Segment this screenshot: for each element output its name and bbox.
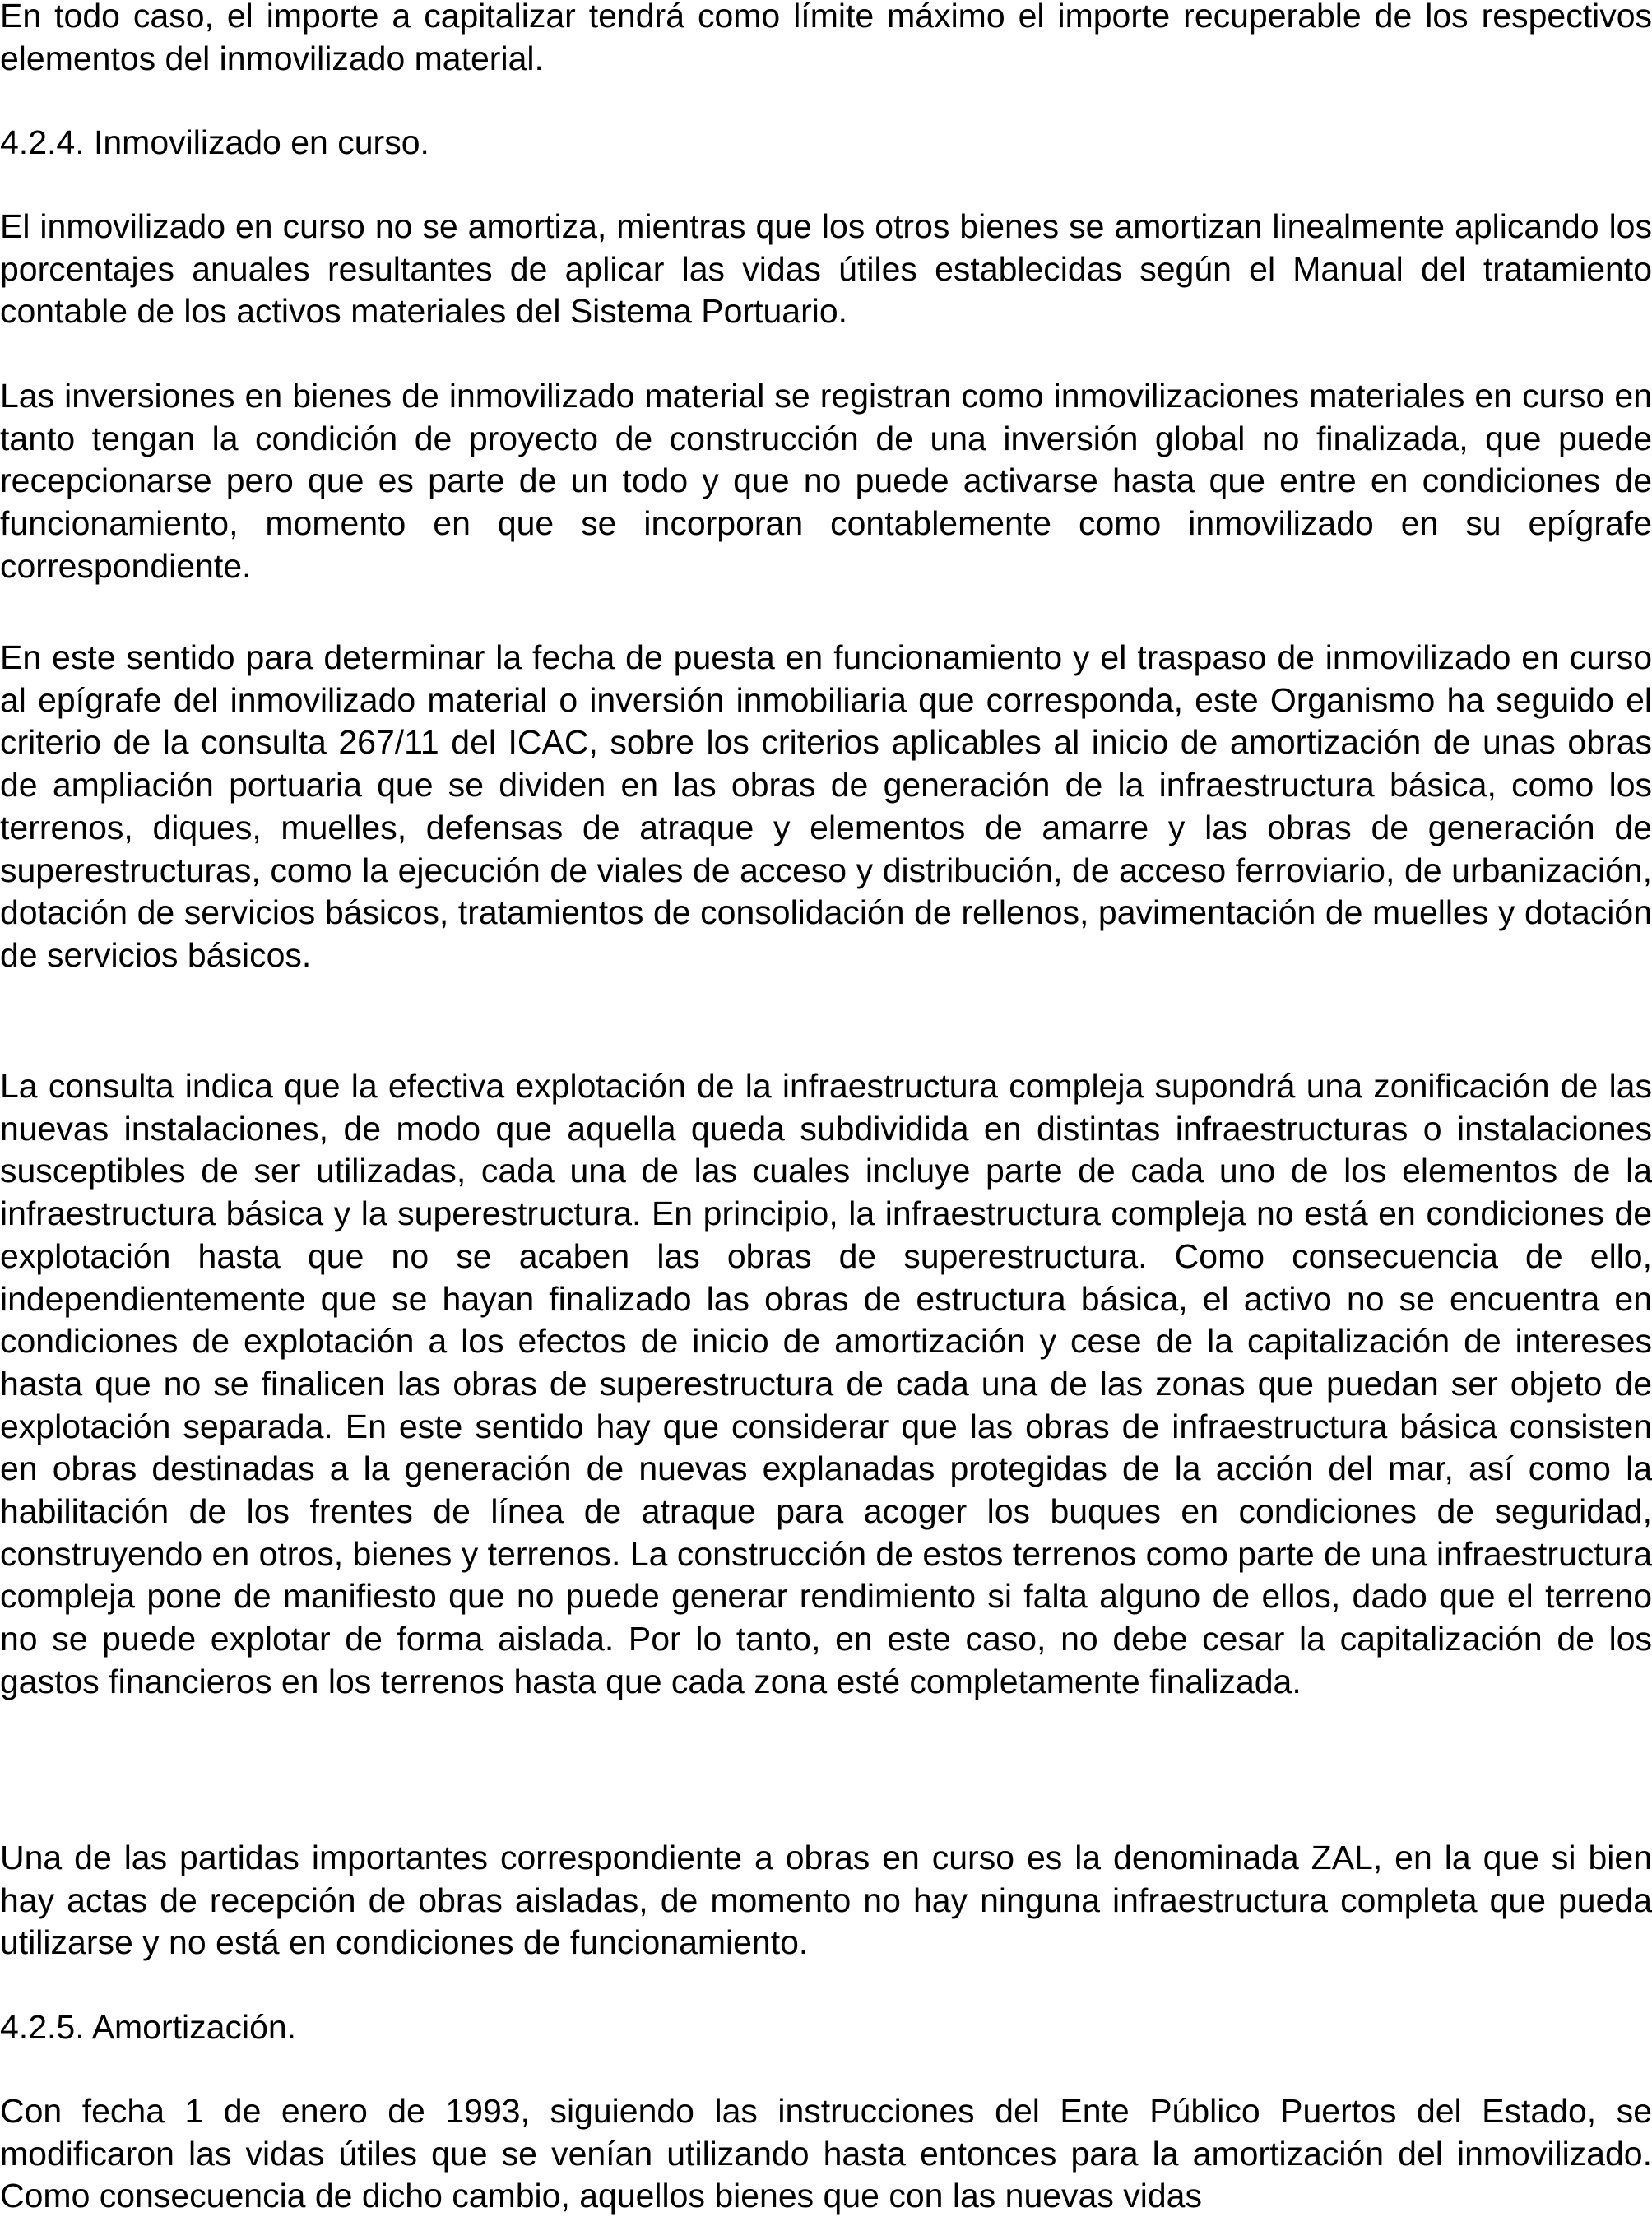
- paragraph-construction-in-progress: Las inversiones en bienes de inmovilizado material se registran como inmovilizaciones materiales en curso en tanto tengan la condición de proyecto de construcción de una inversión global no finalizada, que puede recepcionarse pero que es parte de un todo y que no puede activarse hasta que entre en condiciones de funcionamiento, momento en que se incorporan contablemente como inmovilizado en su epígrafe correspondiente.: [0, 377, 1652, 585]
- section-heading-inmovilizado-en-curso: 4.2.4. Inmovilizado en curso.: [0, 123, 429, 161]
- paragraph-capitalization-limit: En todo caso, el importe a capitalizar tendrá como límite máximo el importe recuperable de los respectivos elementos del inmovilizado material.: [0, 0, 1652, 77]
- paragraph-complex-infrastructure: La consulta indica que la efectiva explotación de la infraestructura compleja supondrá una zonificación de las nuevas instalaciones, de modo que aquella queda subdividida en distintas infraestructuras o instalaciones susceptibles de ser utilizadas, cada una de las cuales incluye parte de cada uno de los elementos de la infraestructura básica y la superestructura. En principio, la infraestructura compleja no está en condiciones de explotación hasta que no se acaben las obras de superestructura. Como consecuencia de ello, independientemente que se hayan finalizado las obras de estructura básica, el activo no se encuentra en condiciones de explotación a los efectos de inicio de amortización y cese de la capitalización de intereses hasta que no se finalicen las obras de superestructura de cada una de las zonas que puedan ser objeto de explotación separada. En este sentido hay que considerar que las obras de infraestructura básica consisten en obras destinadas a la generación de nuevas explanadas protegidas de la acción del mar, así como la habilitación de los frentes de línea de atraque para acoger los buques en condiciones de seguridad, construyendo en otros, bienes y terrenos. La construcción de estos terrenos como parte de una infraestructura compleja pone de manifiesto que no puede generar rendimiento si falta alguno de ellos, dado que el terreno no se puede explotar de forma aislada. Por lo tanto, en este caso, no debe cesar la capitalización de los gastos financieros en los terrenos hasta que cada zona esté completamente finalizada.: [0, 1067, 1652, 1700]
- section-heading-amortizacion: 4.2.5. Amortización.: [0, 2008, 297, 2046]
- paragraph-useful-life-change: Con fecha 1 de enero de 1993, siguiendo las instrucciones del Ente Público Puertos del Estado, se modificaron las vidas útiles que se venían utilizando hasta entonces para la amortización del inmovilizado. Como consecuencia de dicho cambio, aquellos bienes que con las nuevas vidas: [0, 2092, 1652, 2215]
- paragraph-zal-works: Una de las partidas importantes correspondiente a obras en curso es la denominada ZAL, en la que si bien hay actas de recepción de obras aisladas, de momento no hay ninguna infraestructura completa que pueda utilizarse y no está en condiciones de funcionamiento.: [0, 1839, 1652, 1962]
- paragraph-amortization-policy: El inmovilizado en curso no se amortiza, mientras que los otros bienes se amortizan linealmente aplicando los porcentajes anuales resultantes de aplicar las vidas útiles establecidas según el Manual del tratamiento contable de los activos materiales del Sistema Portuario.: [0, 207, 1652, 331]
- paragraph-icac-consultation: En este sentido para determinar la fecha de puesta en funcionamiento y el traspaso de inmovilizado en curso al epígrafe del inmovilizado material o inversión inmobiliaria que corresponda, este Organismo ha seguido el criterio de la consulta 267/11 del ICAC, sobre los criterios aplicables al inicio de amortización de unas obras de ampliación portuaria que se dividen en las obras de generación de la infraestructura básica, como los terrenos, diques, muelles, defensas de atraque y elementos de amarre y las obras de generación de superestructuras, como la ejecución de viales de acceso y distribución, de acceso ferroviario, de urbanización, dotación de servicios básicos, tratamientos de consolidación de rellenos, pavimentación de muelles y dotación de servicios básicos.: [0, 638, 1652, 974]
